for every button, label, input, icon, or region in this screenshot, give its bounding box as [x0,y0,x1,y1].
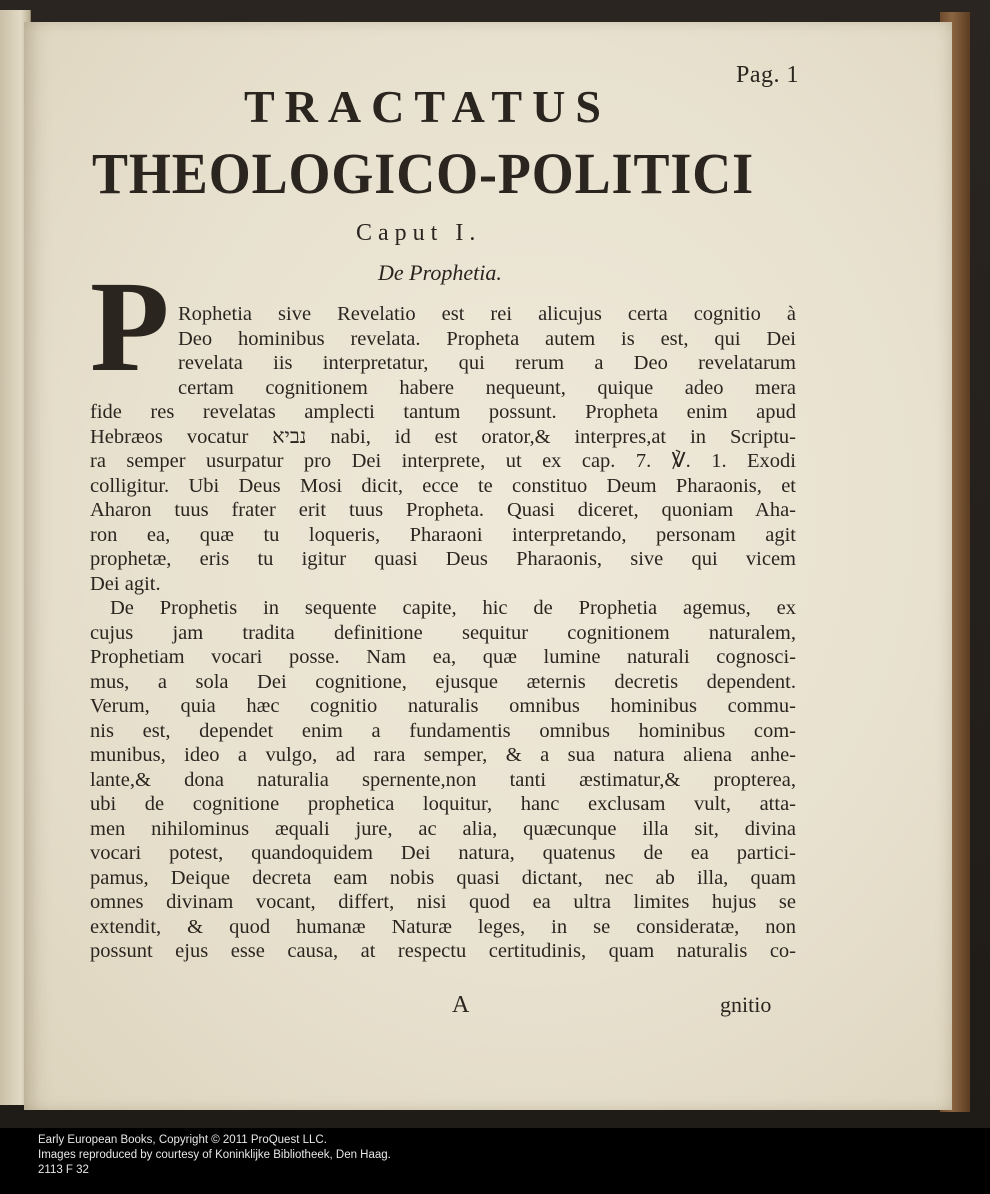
text-line: nis est, dependet enim a fundamentis omnibus hominibus com- [90,719,796,742]
text-line: Rophetia sive Revelatio est rei alicujus certa cognitio à [178,303,796,325]
signature-mark: A [452,992,470,1018]
text-line: ubi de cognitione prophetica loquitur, hanc exclusam vult, atta- [90,793,796,815]
text-line: men nihilominus æquali jure, ac alia, quæcunque illa sit, divina [90,817,796,840]
text-line: possunt ejus esse causa, at respectu certitudinis, quam naturalis co- [90,940,796,962]
paragraph-2 [90,596,796,964]
text-line: Hebræos vocatur נביא nabi, id est orator,& interpres,at in Scriptu- [90,425,796,448]
text-line: De Prophetis in sequente capite, hic de Prophetia agemus, ex [110,597,796,619]
text-line: vocari potest, quandoquidem Dei natura, quatenus de ea partici- [90,842,796,864]
text-line: Dei agit. [90,572,161,595]
text-line: revelata iis interpretatur, qui rerum a Deo revelatarum [178,352,796,374]
text-line: cujus jam tradita definitione sequitur cognitionem naturalem, [90,621,796,644]
catchword: gnitio [720,992,772,1017]
body-text [90,302,796,964]
paragraph-1 [90,302,796,596]
text-line: Aharon tuus frater erit tuus Propheta. Quasi diceret, quoniam Aha- [90,499,796,521]
text-line: colligitur. Ubi Deus Mosi dicit, ecce te constituo Deum Pharaonis, et [90,474,796,497]
text-line: Deo hominibus revelata. Propheta autem is est, qui Dei [178,327,796,350]
text-line: ra semper usurpatur pro Dei interprete, ut ex cap. 7. ℣. 1. Exodi [90,450,796,472]
chapter-subtitle: De Prophetia. [378,260,502,285]
text-line: certam cognitionem habere nequeunt, quique adeo mera [178,376,796,399]
footer-shelfmark: 2113 F 32 [38,1164,89,1176]
book-page [24,22,952,1110]
text-line: mus, a sola Dei cognitione, ejusque æternis decretis dependent. [90,670,796,693]
footer-courtesy: Images reproduced by courtesy of Koninklijke Bibliotheek, Den Haag. [38,1149,391,1161]
text-line: munibus, ideo a vulgo, ad rara semper, & a sua natura aliena anhe- [90,744,796,766]
copyright-footer [0,1128,990,1194]
text-line: extendit, & quod humanæ Naturæ leges, in se consideratæ, non [90,915,796,938]
text-line: ron ea, quæ tu loqueris, Pharaoni interpretando, personam agit [90,523,796,546]
footer-copyright: Early European Books, Copyright © 2011 ProQuest LLC. [38,1134,327,1146]
title-line-2: THEOLOGICO-POLITICI [92,141,755,206]
text-line: Verum, quia hæc cognitio naturalis omnibus hominibus commu- [90,695,796,717]
text-line: fide res revelatas amplecti tantum possunt. Propheta enim apud [90,401,796,423]
chapter-heading: Caput I. [356,220,482,246]
drop-cap: P [90,255,170,399]
text-line: lante,& dona naturalia spernente,non tanti æstimatur,& propterea, [90,768,796,791]
text-line: Prophetiam vocari posse. Nam ea, quæ lumine naturali cognosci- [90,646,796,668]
text-line: omnes divinam vocant, differt, nisi quod ea ultra limites hujus se [90,891,796,913]
text-line: prophetæ, eris tu igitur quasi Deus Pharaonis, sive qui vicem [90,548,796,570]
text-line: pamus, Deique decreta eam nobis quasi dictant, nec ab illa, quam [90,866,796,889]
page-number: Pag. 1 [736,62,799,88]
title-line-1: TRACTATUS [244,81,611,132]
